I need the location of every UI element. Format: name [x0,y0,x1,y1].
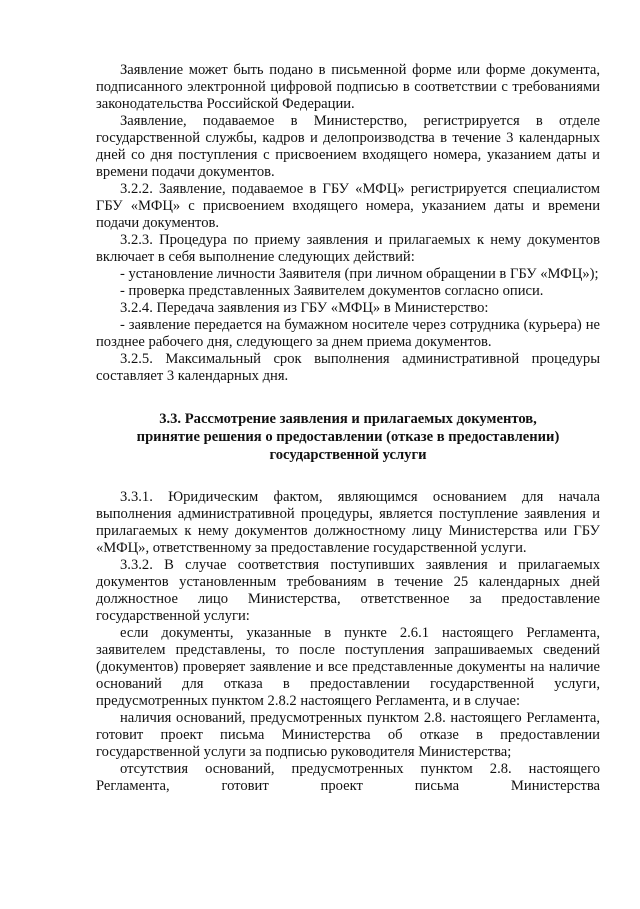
paragraph-ministry-registration: Заявление, подаваемое в Министерство, регистрируется в отделе государственной службы, кадров и делопроизводства в течение 3 календарных дней со дня поступления с присвоением входящего номера, указанием даты и времени подачи документов. [96,113,600,180]
section-heading-3-3 [96,410,600,464]
paragraph-3-2-3: 3.2.3. Процедура по приему заявления и прилагаемых к нему документов включает в себя выполнение следующих действий: [96,232,600,265]
heading-line-3: государственной услуги [269,447,427,463]
paragraph-3-2-4: 3.2.4. Передача заявления из ГБУ «МФЦ» в Министерство: [120,300,489,316]
list-item-document-check: - проверка представленных Заявителем документов согласно описи. [120,283,544,299]
paragraph-3-2-2: 3.2.2. Заявление, подаваемое в ГБУ «МФЦ» регистрируется специалистом ГБУ «МФЦ» с присвоением входящего номера, указанием даты и времени подачи документов. [96,181,600,231]
paragraph-no-refusal-grounds: отсутствия оснований, предусмотренных пунктом 2.8. настоящего Регламента, готовит проект письма Министерства [96,761,600,794]
paragraph-documents-provided: если документы, указанные в пункте 2.6.1 настоящего Регламента, заявителем представлены, то после поступления запрашиваемых сведений (документов) проверяет заявление и все представленные документы на наличие оснований для отказа в предоставлении государственной услуги, предусмотренных пунктом 2.8.2 настоящего Регламента, и в случае: [96,625,600,709]
paragraph-electronic-form: Заявление может быть подано в письменной форме или форме документа, подписанного электронной цифровой подписью в соответствии с требованиями законодательства Российской Федерации. [96,62,600,112]
paragraph-3-3-1: 3.3.1. Юридическим фактом, являющимся основанием для начала выполнения административной процедуры, является поступление заявления и прилагаемых к нему документов должностному лицу Министерства или ГБУ «МФЦ», ответственному за предоставление государственной услуги. [96,489,600,556]
heading-line-2: принятие решения о предоставлении (отказе в предоставлении) [136,429,560,445]
paragraph-3-2-5: 3.2.5. Максимальный срок выполнения административной процедуры составляет 3 календарных дня. [96,351,600,384]
document-body [96,62,600,795]
paragraph-3-3-2: 3.3.2. В случае соответствия поступивших заявления и прилагаемых документов установленным требованиям в течение 25 календарных дней должностное лицо Министерства, ответственное за предоставление государственной услуги: [96,557,600,624]
heading-line-1: 3.3. Рассмотрение заявления и прилагаемых документов, [159,411,537,427]
paragraph-refusal-grounds: наличия оснований, предусмотренных пунктом 2.8. настоящего Регламента, готовит проект письма Министерства об отказе в предоставлении государственной услуги за подписью руководителя Министерства; [96,710,600,760]
list-item-courier-transfer: - заявление передается на бумажном носителе через сотрудника (курьера) не позднее рабочего дня, следующего за днем приема документов. [96,317,600,350]
list-item-identity-check: - установление личности Заявителя (при личном обращении в ГБУ «МФЦ»); [120,266,599,282]
